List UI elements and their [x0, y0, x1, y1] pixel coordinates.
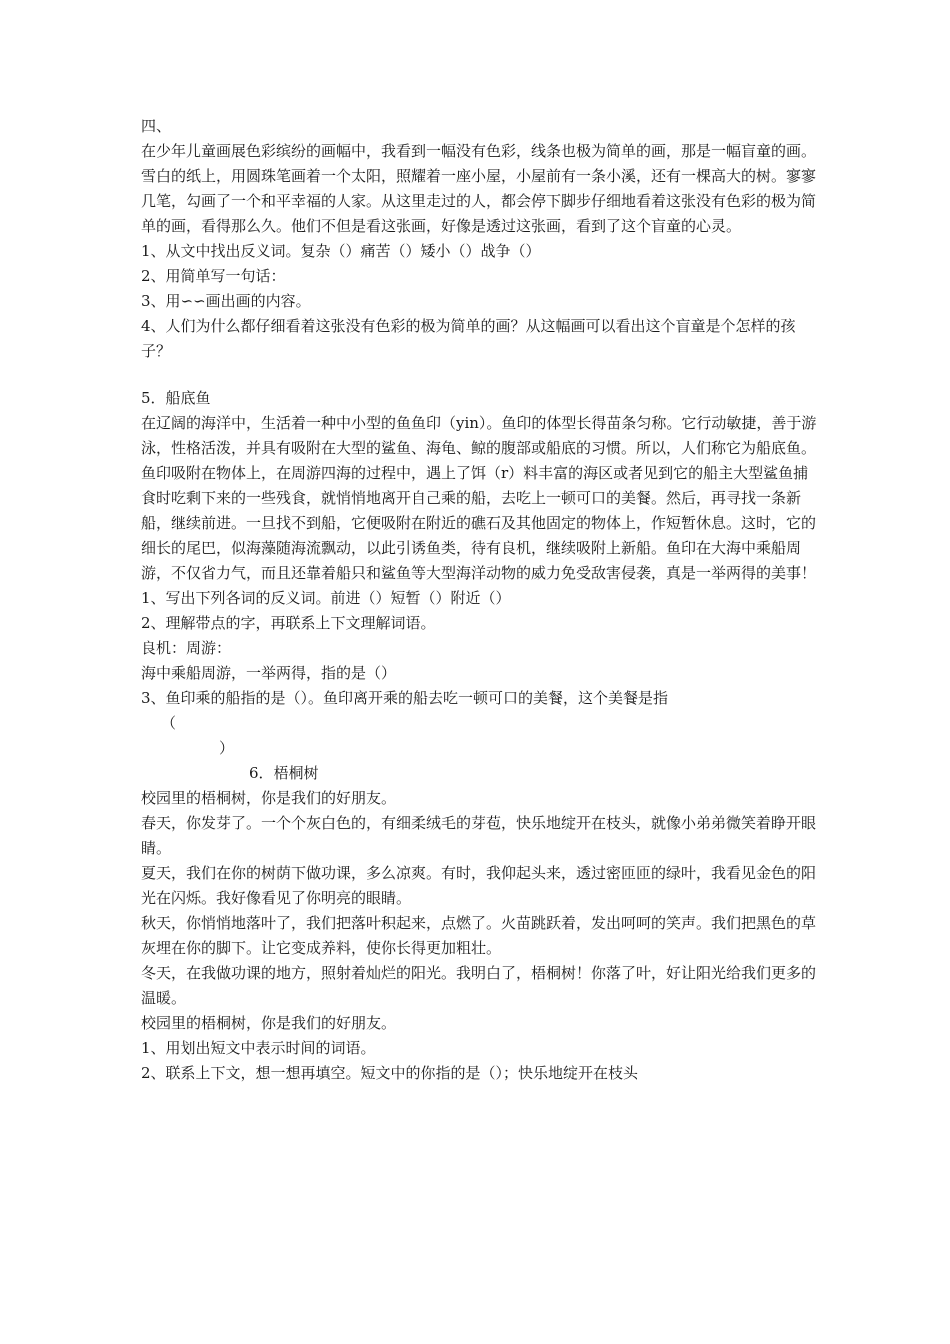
section-4-heading: 四、 [141, 117, 172, 135]
section-5-question-3-open-paren: （ [161, 714, 177, 732]
section-6-winter: 冬天，在我做功课的地方，照射着灿烂的阳光。我明白了，梧桐树！你落了叶，好让阳光给我们更多的温暖。 [141, 964, 817, 1007]
section-4-passage: 在少年儿童画展色彩缤纷的画幅中，我看到一幅没有色彩，线条也极为简单的画，那是一幅盲童的画。雪白的纸上，用圆珠笔画着一个太阳，照耀着一座小屋，小屋前有一条小溪，还有一棵高大的树。寥寥几笔，勾画了一个和平幸福的人家。从这里走过的人，都会停下脚步仔细地看着这张没有色彩的极为简单的画，看得那么久。他们不但是看这张画，好像是透过这张画，看到了这个盲童的心灵。 [141, 142, 817, 235]
section-6-autumn: 秋天，你悄悄地落叶了，我们把落叶积起来，点燃了。火苗跳跃着，发出呵呵的笑声。我们把黑色的草灰埋在你的脚下。让它变成养料，使你长得更加粗壮。 [141, 914, 817, 957]
document-content [141, 114, 821, 1086]
section-5-question-2-line: 海中乘船周游，一举两得，指的是（） [141, 664, 397, 682]
section-5-question-3-close-paren: ） [219, 739, 235, 757]
section-4-question-1: 1、从文中找出反义词。复杂（）痛苦（）矮小（）战争（） [141, 242, 541, 260]
section-5-paragraph-2: 鱼印吸附在物体上，在周游四海的过程中，遇上了饵（r）料丰富的海区或者见到它的船主大型鲨鱼捕食时吃剩下来的一些残食，就悄悄地离开自己乘的船，去吃上一顿可口的美餐。然后，再寻找一条新船，继续前进。一旦找不到船，它便吸附在附近的礁石及其他固定的物体上，作短暂休息。这时，它的细长的尾巴，似海藻随海流飘动，以此引诱鱼类，待有良机，继续吸附上新船。鱼印在大海中乘船周游，不仅省力气，而且还靠着船只和鲨鱼等大型海洋动物的威力免受敌害侵袭，真是一举两得的美事！ [141, 464, 817, 582]
section-6-line-1: 校园里的梧桐树，你是我们的好朋友。 [141, 789, 397, 807]
section-6-question-1: 1、用划出短文中表示时间的词语。 [141, 1039, 376, 1057]
section-5-paragraph-1: 在辽阔的海洋中，生活着一种中小型的鱼鱼印（yin）。鱼印的体型长得苗条匀称。它行动敏捷，善于游泳，性格活泼，并具有吸附在大型的鲨鱼、海龟、鲸的腹部或船底的习惯。所以，人们称它为船底鱼。 [141, 414, 817, 457]
section-6-line-end: 校园里的梧桐树，你是我们的好朋友。 [141, 1014, 397, 1032]
section-5-question-2: 2、理解带点的字，再联系上下文理解词语。 [141, 614, 436, 632]
section-6-title: 6．梧桐树 [249, 764, 319, 782]
section-5-question-3: 3、鱼印乘的船指的是（）。鱼印离开乘的船去吃一顿可口的美餐，这个美餐是指 [141, 689, 669, 707]
section-5-question-2-words: 良机：周游： [141, 639, 232, 657]
section-6-spring: 春天，你发芽了。一个个灰白色的，有细柔绒毛的芽苞，快乐地绽开在枝头，就像小弟弟微笑着睁开眼睛。 [141, 814, 817, 857]
section-6-summer: 夏天，我们在你的树荫下做功课，多么凉爽。有时，我仰起头来，透过密匝匝的绿叶，我看见金色的阳光在闪烁。我好像看见了你明亮的眼睛。 [141, 864, 817, 907]
spacer [141, 364, 821, 386]
section-4-question-4: 4、人们为什么都仔细看着这张没有色彩的极为简单的画？从这幅画可以看出这个盲童是个怎样的孩子？ [141, 317, 796, 360]
section-5-title: 5．船底鱼 [141, 389, 211, 407]
section-6-question-2: 2、联系上下文，想一想再填空。短文中的你指的是（）；快乐地绽开在枝头 [141, 1064, 639, 1082]
section-5-question-1: 1、写出下列各词的反义词。前进（）短暂（）附近（） [141, 589, 511, 607]
section-4-question-3: 3、用∽∽画出画的内容。 [141, 292, 311, 310]
section-4-question-2: 2、用简单写一句话： [141, 267, 286, 285]
